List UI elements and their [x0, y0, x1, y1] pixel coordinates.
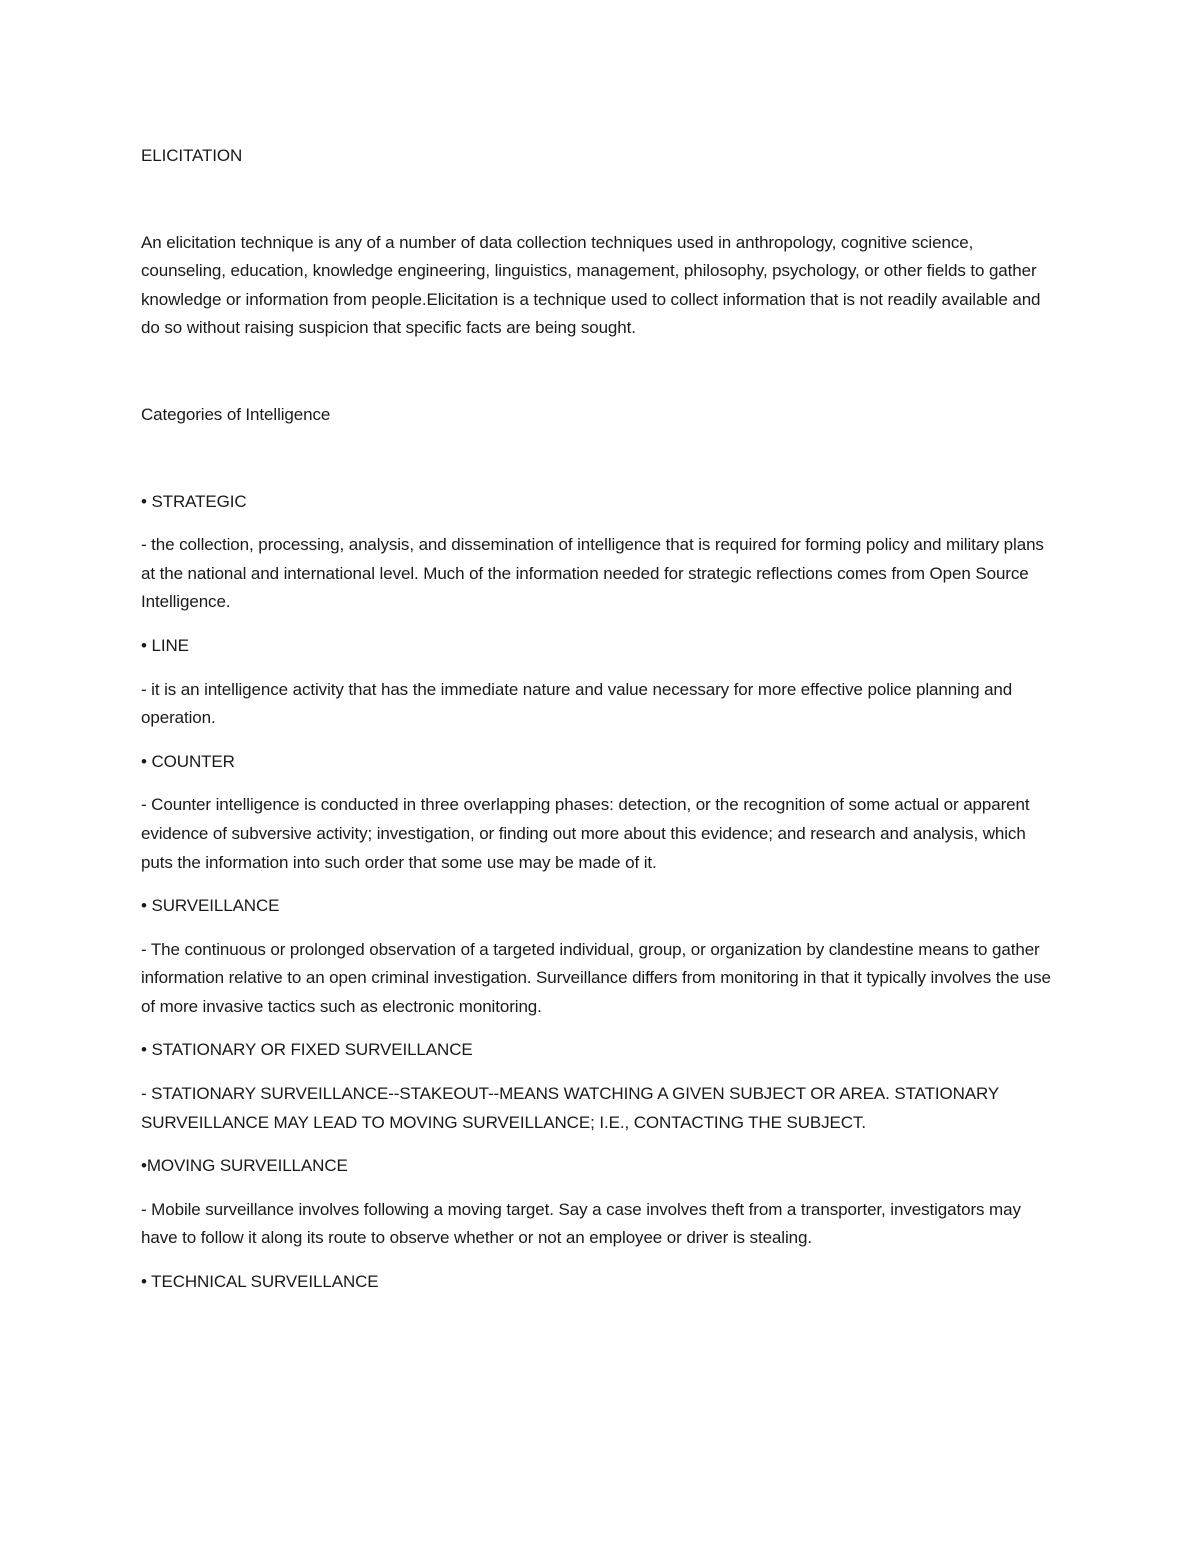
bullet-strategic: • STRATEGIC [141, 491, 247, 511]
desc-stationary-surveillance: - STATIONARY SURVEILLANCE--STAKEOUT--MEANS WATCHING A GIVEN SUBJECT OR AREA. STATIONARY SURVEILLANCE MAY LEAD TO MOVING SURVEILLANCE; I.E., CONTACTING THE SUBJECT. [141, 1084, 999, 1132]
document-body [141, 142, 1061, 1312]
desc-strategic: - the collection, processing, analysis, and dissemination of intelligence that is required for forming policy and military plans at the national and international level. Much of the information needed for strategic reflections comes from Open Source Intelligence. [141, 535, 1044, 612]
intro-paragraph: An elicitation technique is any of a number of data collection techniques used in anthropology, cognitive science, counseling, education, knowledge engineering, linguistics, management, philosophy, psychology, or other fields to gather knowledge or information from people.Elicitation is a technique used to collect information that is not readily available and do so without raising suspicion that specific facts are being sought. [141, 232, 1041, 338]
desc-moving-surveillance: - Mobile surveillance involves following a moving target. Say a case involves theft from a transporter, investigators may have to follow it along its route to observe whether or not an employee or driver is stealing. [141, 1199, 1021, 1248]
bullet-counter: • COUNTER [141, 751, 235, 771]
bullet-technical-surveillance: • TECHNICAL SURVEILLANCE [141, 1272, 379, 1292]
bullet-moving-surveillance: •MOVING SURVEILLANCE [141, 1156, 348, 1176]
bullet-stationary-surveillance: • STATIONARY OR FIXED SURVEILLANCE [141, 1040, 473, 1060]
desc-line: - it is an intelligence activity that has the immediate nature and value necessary for more effective police planning and operation. [141, 679, 1013, 728]
bullet-surveillance: • SURVEILLANCE [141, 896, 280, 916]
desc-surveillance: - The continuous or prolonged observation of a targeted individual, group, or organization by clandestine means to gather information relative to an open criminal investigation. Surveillance differs from monitoring in that it typically involves the use of more invasive tactics such as electronic monitoring. [141, 939, 1051, 1016]
bullet-line: • LINE [141, 635, 189, 655]
document-title: ELICITATION [141, 146, 243, 165]
section-heading: Categories of Intelligence [141, 404, 331, 424]
desc-counter: - Counter intelligence is conducted in three overlapping phases: detection, or the recognition of some actual or apparent evidence of subversive activity; investigation, or finding out more about this evidence; and research and analysis, which puts the information into such order that some use may be made of it. [141, 795, 1030, 872]
